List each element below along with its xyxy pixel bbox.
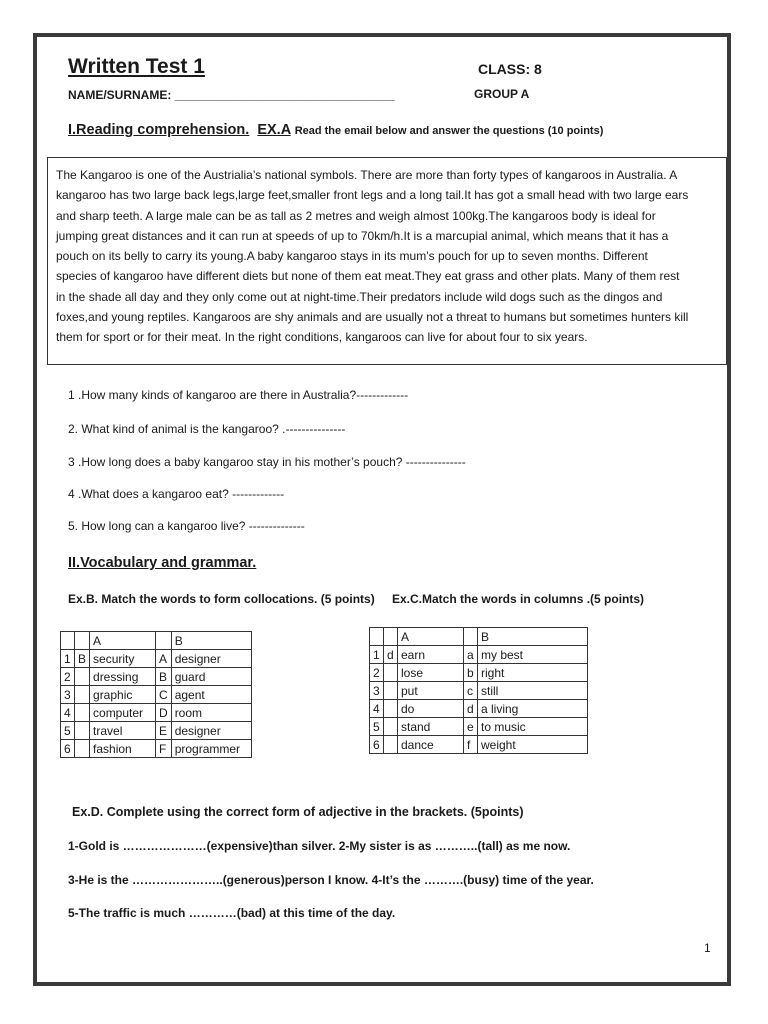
exercise-d-instruction: Ex.D. Complete using the correct form of adjective in the brackets. (5points)	[72, 805, 524, 819]
table-row	[61, 704, 252, 722]
table-cell: stand	[398, 718, 464, 736]
table-cell: B	[75, 650, 90, 668]
table-cell: 5	[370, 718, 384, 736]
table-row	[370, 646, 588, 664]
table-cell	[75, 704, 90, 722]
table-row	[370, 718, 588, 736]
table-cell: to music	[478, 718, 588, 736]
table-cell: designer	[171, 650, 251, 668]
table-header-row	[370, 628, 588, 646]
page-number: 1	[704, 941, 711, 955]
table-cell: C	[156, 686, 172, 704]
table-cell: put	[398, 682, 464, 700]
table-cell	[384, 628, 398, 646]
group-label: GROUP A	[474, 87, 530, 101]
table-row	[370, 700, 588, 718]
table-cell	[75, 632, 90, 650]
question-5: 5. How long can a kangaroo live? --------------	[68, 519, 305, 533]
table-row	[61, 722, 252, 740]
table-cell: agent	[171, 686, 251, 704]
table-row	[370, 664, 588, 682]
table-cell: 6	[370, 736, 384, 754]
table-cell	[75, 686, 90, 704]
table-cell	[464, 628, 478, 646]
exercise-c-instruction: Ex.C.Match the words in columns .(5 points)	[392, 592, 645, 606]
table-cell	[384, 700, 398, 718]
table-cell	[384, 682, 398, 700]
table-cell	[370, 628, 384, 646]
table-cell	[61, 632, 75, 650]
table-cell: 3	[61, 686, 75, 704]
question-3: 3 .How long does a baby kangaroo stay in his mother’s pouch? ---------------	[68, 455, 466, 469]
exercise-d-line-2: 3-He is the …………………..(generous)person I know. 4-It’s the ……….(busy) time of the year.	[68, 873, 594, 887]
table-cell: 2	[370, 664, 384, 682]
table-cell: lose	[398, 664, 464, 682]
table-cell: A	[90, 632, 156, 650]
table-cell: guard	[171, 668, 251, 686]
table-cell: still	[478, 682, 588, 700]
reading-passage	[47, 157, 727, 365]
table-cell	[75, 722, 90, 740]
table-cell	[384, 736, 398, 754]
table-cell: e	[464, 718, 478, 736]
table-cell: earn	[398, 646, 464, 664]
table-cell: 6	[61, 740, 75, 758]
table-cell: 4	[370, 700, 384, 718]
table-cell	[156, 632, 172, 650]
passage-line: in the shade all day and they only come out at night-time.Their predators include wild dogs such as the dingos and	[56, 289, 663, 304]
passage-line: The Kangaroo is one of the Austrialia’s national symbols. There are more than forty types of kangaroos in Australia. A	[56, 168, 678, 182]
passage-line: species of kangaroo have different diets but none of them eat meat.They eat grass and other plats. Many of them rest	[56, 269, 680, 284]
exercise-b-instruction: Ex.B. Match the words to form collocations. (5 points)	[68, 592, 375, 606]
table-cell: 3	[370, 682, 384, 700]
table-cell: 4	[61, 704, 75, 722]
table-cell: b	[464, 664, 478, 682]
table-row	[61, 686, 252, 704]
passage-line: and sharp teeth. A large male can be as tall as 2 metres and weigh almost 100kg.The kangaroos body is ideal for	[56, 208, 656, 223]
table-cell: a	[464, 646, 478, 664]
passage-line: kangaroo has two large back legs,large feet,smaller front legs and a long tail.It has got a small head with two large ears	[56, 188, 689, 203]
table-cell: f	[464, 736, 478, 754]
table-cell: fashion	[90, 740, 156, 758]
table-cell: B	[478, 628, 588, 646]
table-cell: d	[384, 646, 398, 664]
table-cell: F	[156, 740, 172, 758]
table-cell: travel	[90, 722, 156, 740]
vocabulary-section-heading: II.Vocabulary and grammar.	[68, 555, 257, 571]
question-4: 4 .What does a kangaroo eat? -------------	[68, 487, 285, 501]
table-cell: 2	[61, 668, 75, 686]
class-label: CLASS: 8	[478, 61, 542, 77]
exercise-d-line-3: 5-The traffic is much …………(bad) at this time of the day.	[68, 906, 396, 920]
table-cell: B	[171, 632, 251, 650]
table-row	[61, 650, 252, 668]
table-cell	[75, 668, 90, 686]
table-cell: 1	[370, 646, 384, 664]
table-cell	[75, 740, 90, 758]
exercise-a-label: EX.A	[257, 122, 291, 138]
table-cell: a living	[478, 700, 588, 718]
table-cell: room	[171, 704, 251, 722]
table-row	[61, 740, 252, 758]
table-cell: weight	[478, 736, 588, 754]
table-cell: right	[478, 664, 588, 682]
table-cell: my best	[478, 646, 588, 664]
table-cell: c	[464, 682, 478, 700]
exercise-b-table	[60, 631, 252, 758]
section1-title: I.Reading comprehension.	[68, 122, 250, 138]
table-cell: B	[156, 668, 172, 686]
table-cell: D	[156, 704, 172, 722]
table-row	[370, 736, 588, 754]
test-title: Written Test 1	[68, 55, 205, 78]
reading-section-heading	[68, 122, 603, 138]
table-cell: do	[398, 700, 464, 718]
table-cell: computer	[90, 704, 156, 722]
table-cell: A	[156, 650, 172, 668]
passage-line: them for sport or for their meat. In the right conditions, kangaroos can live for about four to six years.	[56, 330, 588, 345]
table-cell	[384, 664, 398, 682]
table-cell: security	[90, 650, 156, 668]
table-row	[370, 682, 588, 700]
table-cell: 1	[61, 650, 75, 668]
passage-line: pouch on its belly to carry its young.A baby kangaroo stays in its mum’s pouch for up to seven months. Different	[56, 249, 648, 264]
table-header-row	[61, 632, 252, 650]
table-cell: 5	[61, 722, 75, 740]
table-cell: dressing	[90, 668, 156, 686]
table-cell: d	[464, 700, 478, 718]
table-cell: dance	[398, 736, 464, 754]
exercise-d-line-1: 1-Gold is …………………(expensive)than silver. 2-My sister is as ………..(tall) as me now.	[68, 839, 571, 853]
table-cell: graphic	[90, 686, 156, 704]
table-cell	[384, 718, 398, 736]
table-cell: E	[156, 722, 172, 740]
table-cell: designer	[171, 722, 251, 740]
exercise-c-table	[369, 627, 588, 754]
table-cell: programmer	[171, 740, 251, 758]
question-1: 1 .How many kinds of kangaroo are there in Australia?-------------	[68, 388, 409, 402]
passage-line: foxes,and young reptiles. Kangaroos are shy animals and are usually not a threat to humans but sometimes hunters kill	[56, 310, 689, 325]
exercise-a-instruction: Read the email below and answer the questions (10 points)	[294, 125, 604, 137]
table-row	[61, 668, 252, 686]
table-cell: A	[398, 628, 464, 646]
question-2: 2. What kind of animal is the kangaroo? .---------------	[68, 422, 346, 436]
name-field-label: NAME/SURNAME: _________________________________	[68, 88, 395, 102]
passage-line: jumping great distances and it can run at speeds of up to 70km/h.It is a marcupial animal, which means that it has a	[56, 228, 669, 243]
